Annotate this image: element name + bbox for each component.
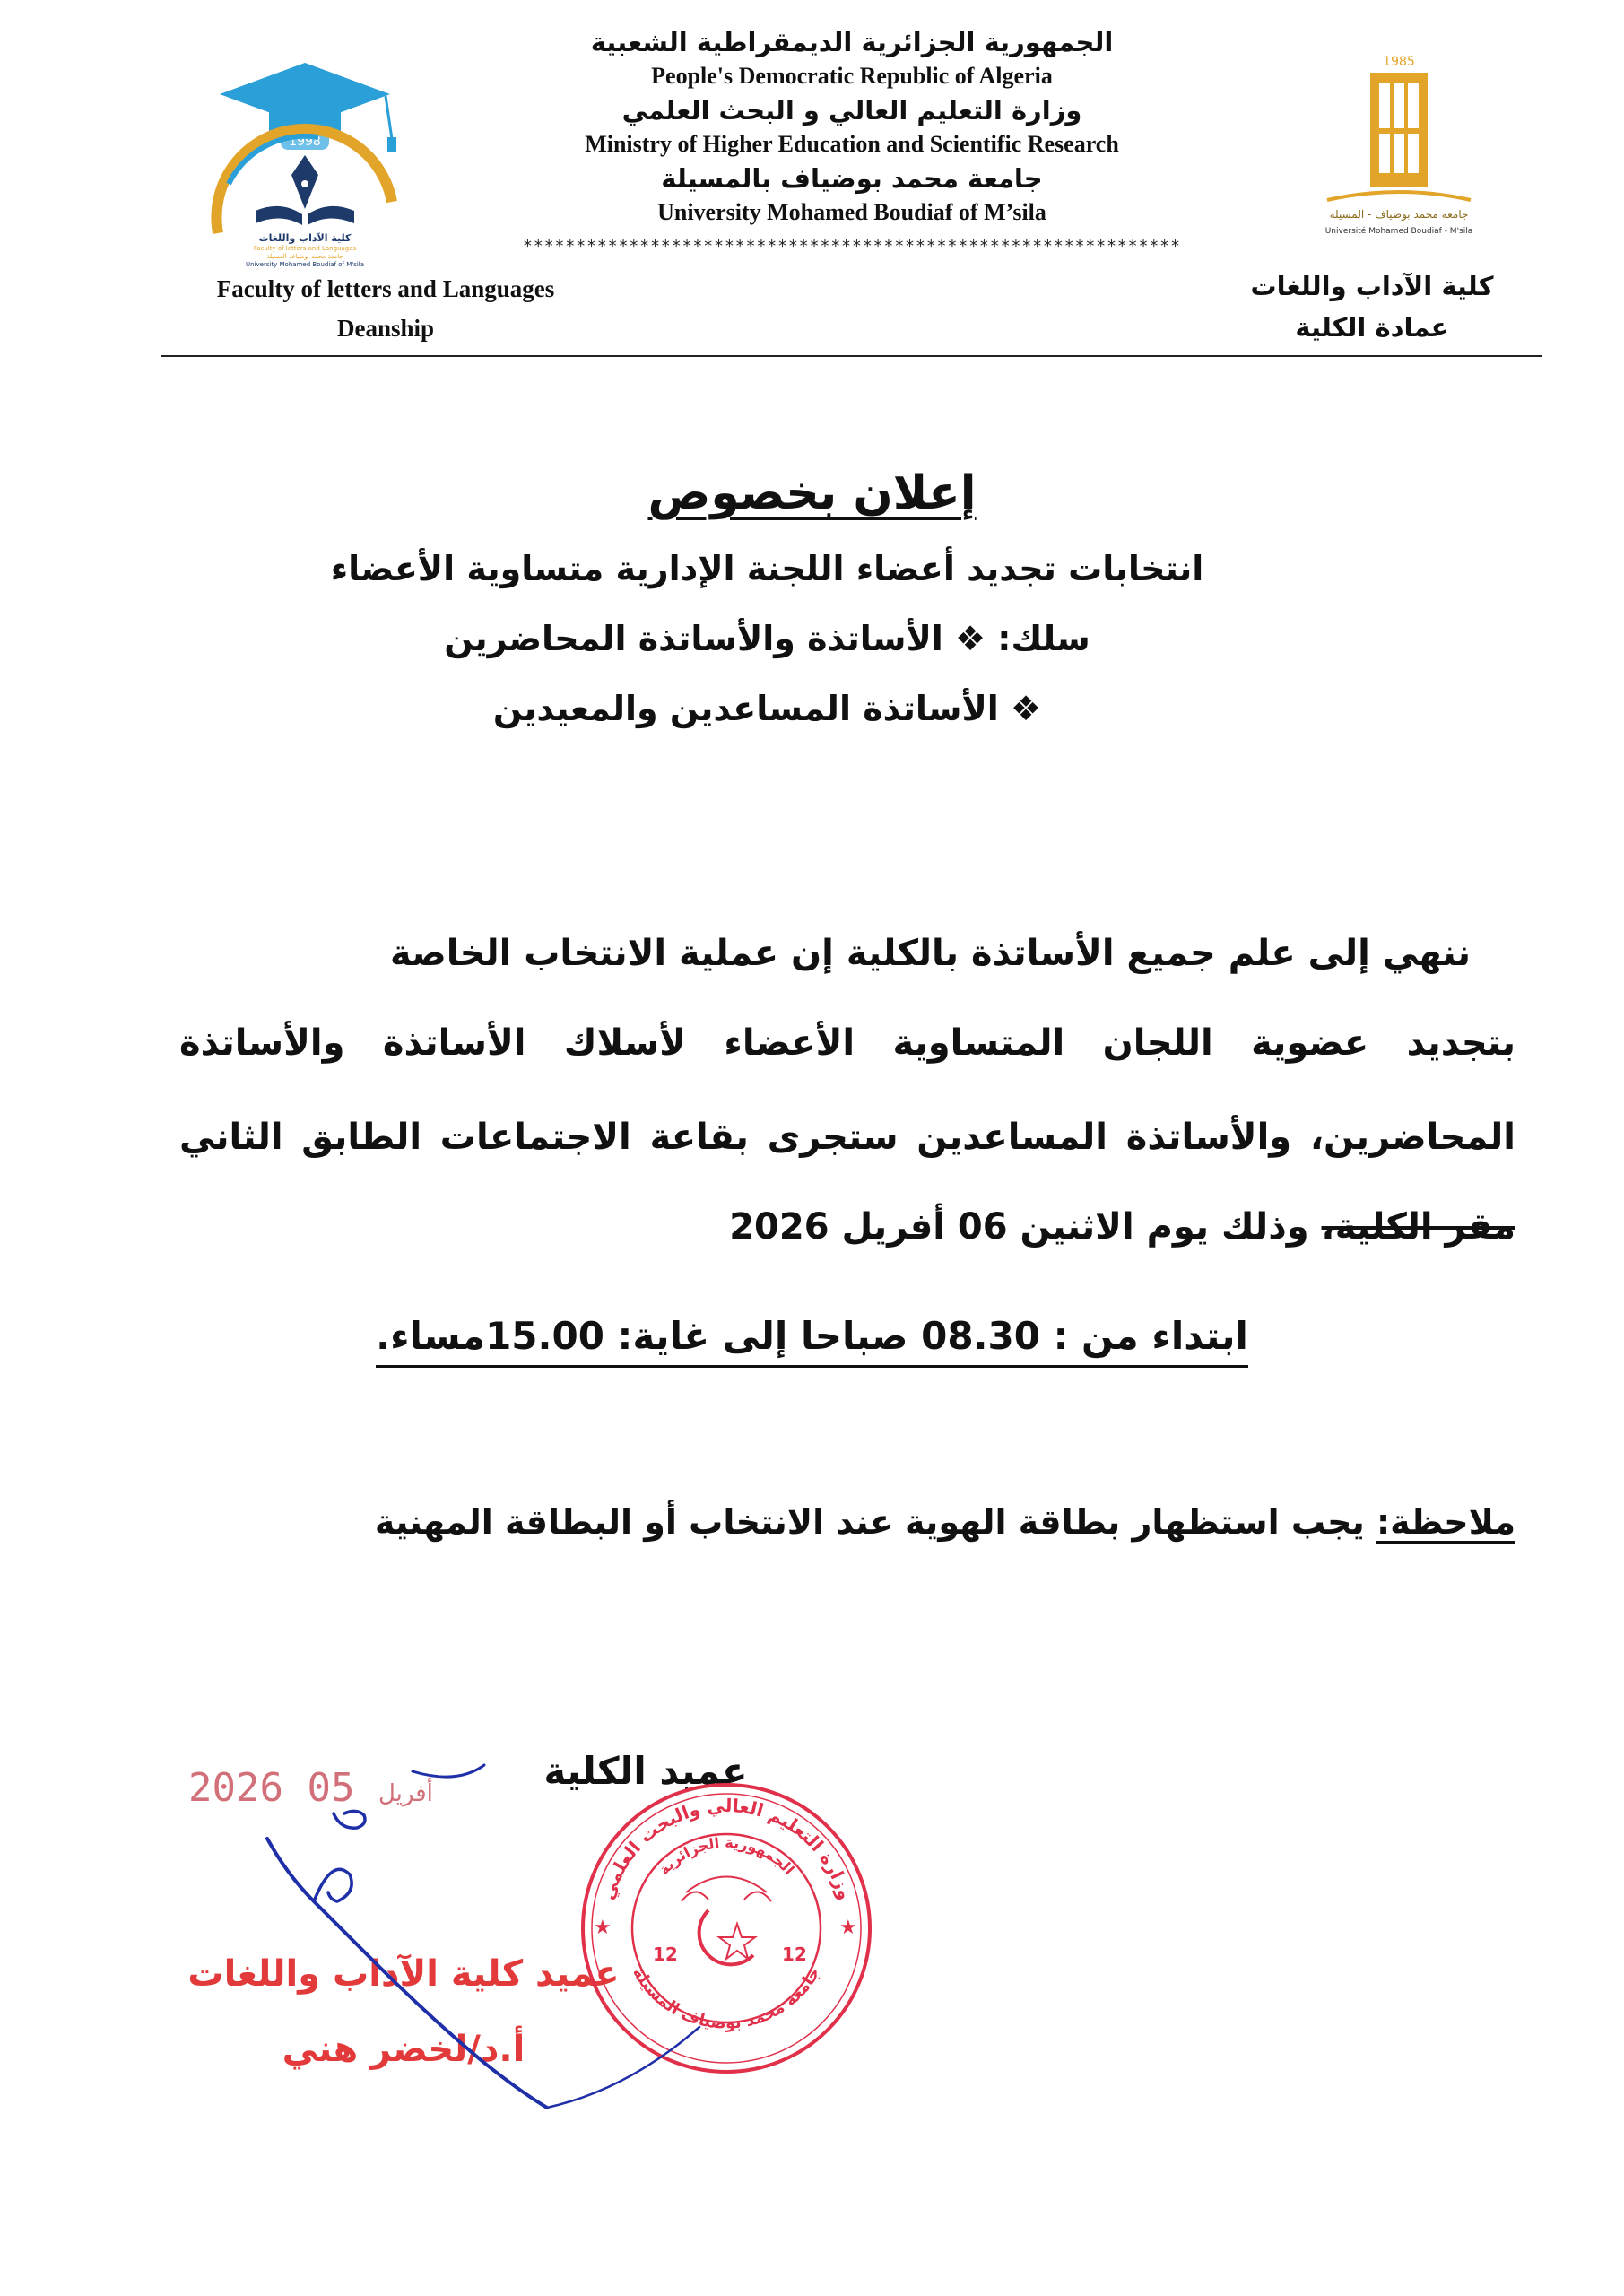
faculty-logo-en-name: Faculty of letters and Languages <box>253 245 357 252</box>
university-logo-ar-name: جامعة محمد بوضياف - المسيلة <box>1329 208 1469 221</box>
faculty-logo-en-uni: University Mohamed Boudiaf of M'sila <box>245 261 365 268</box>
deanship-en: Deanship <box>336 315 435 342</box>
subtitle-3: ❖ الأساتذة المساعدين والمعيدين <box>492 689 1042 728</box>
republic-en: People's Democratic Republic of Algeria <box>651 63 1053 89</box>
announcement-title <box>269 466 1355 520</box>
struck-location: مقر الكلية، <box>1321 1206 1515 1248</box>
announcement-title-text: إعلان بخصوص <box>647 466 977 520</box>
seal-outer-text: وزارة التعليم العالي والبحث العلمي <box>596 1794 856 1903</box>
dean-stamp-name: أ.د/لخضر هني <box>282 2029 525 2070</box>
dean-stamp-title: عميد كلية الآداب واللغات <box>187 1953 620 1995</box>
paragraph-line-4 <box>628 1206 1515 1248</box>
subtitle-2: سلك: ❖ الأساتذة والأساتذة المحاضرين <box>444 619 1090 658</box>
faculty-en-block <box>161 269 610 348</box>
faculty-logo-year: 1998 <box>289 135 321 149</box>
deanship-ar: عمادة الكلية <box>1295 312 1449 343</box>
faculty-logo-ar-uni: جامعة محمد بوضياف المسيلة <box>266 253 343 260</box>
ministry-en: Ministry of Higher Education and Scientific Research <box>585 131 1119 157</box>
header-divider <box>161 355 1542 357</box>
paragraph-line-1: ننهي إلى علم جميع الأساتذة بالكلية إن عملية الانتخاب الخاصة <box>389 933 1471 974</box>
dean-label: عميد الكلية <box>543 1749 748 1793</box>
seal-number-left: 12 <box>653 1944 678 1965</box>
date-stamp-month: أفريل <box>378 1780 433 1807</box>
time-range-text: ابتداء من : 08.30 صباحا إلى غاية: 15.00مساء. <box>376 1314 1248 1368</box>
paragraph-line-3: المحاضرين، والأساتذة المساعدين ستجرى بقاعة الاجتماعات الطابق الثاني <box>179 1117 1515 1158</box>
faculty-ar: كلية الآداب واللغات <box>1250 271 1494 301</box>
subtitle-1: انتخابات تجديد أعضاء اللجنة الإدارية متساوية الأعضاء <box>330 549 1204 588</box>
ministry-ar: وزارة التعليم العالي و البحث العلمي <box>621 95 1082 126</box>
note-label: ملاحظة: <box>1376 1502 1515 1542</box>
university-logo <box>1291 49 1507 242</box>
university-logo-year: 1985 <box>1383 55 1415 69</box>
date-stamp-year: 2026 <box>188 1765 283 1811</box>
paragraph-date: وذلك يوم الاثنين 06 أفريل 2026 <box>729 1206 1322 1248</box>
faculty-logo <box>202 49 408 269</box>
signature-scribble <box>251 1758 753 2135</box>
university-ar: جامعة محمد بوضياف بالمسيلة <box>661 163 1043 194</box>
date-stamp-day: 05 <box>307 1765 355 1811</box>
note-text: يجب استظهار بطاقة الهوية عند الانتخاب أو البطاقة المهنية <box>374 1502 1376 1542</box>
stars-divider: ************************************************************** <box>523 237 1181 256</box>
university-logo-fr-name: Université Mohamed Boudiaf - M'sila <box>1324 227 1473 236</box>
faculty-logo-ar-name: كلية الآداب واللغات <box>258 232 352 244</box>
university-en: University Mohamed Boudiaf of M’sila <box>657 199 1046 225</box>
republic-ar: الجمهورية الجزائرية الديمقراطية الشعبية <box>590 27 1114 57</box>
faculty-en: Faculty of letters and Languages <box>216 275 555 302</box>
faculty-ar-block <box>1193 265 1551 348</box>
letterhead <box>502 25 1202 264</box>
seal-inner-text: الجمهورية الجزائرية <box>655 1833 798 1879</box>
seal-star-left: ★ <box>594 1917 612 1939</box>
seal-number-right: 12 <box>782 1944 807 1965</box>
seal-star-right: ★ <box>839 1917 857 1939</box>
seal-bottom-text: جامعة محمد بوضياف المسيلة <box>628 1964 825 2033</box>
time-range <box>269 1314 1355 1358</box>
note <box>179 1502 1515 1542</box>
paragraph-line-2: بتجديد عضوية اللجان المتساوية الأعضاء لأسلاك الأساتذة والأساتذة <box>179 1022 1515 1064</box>
